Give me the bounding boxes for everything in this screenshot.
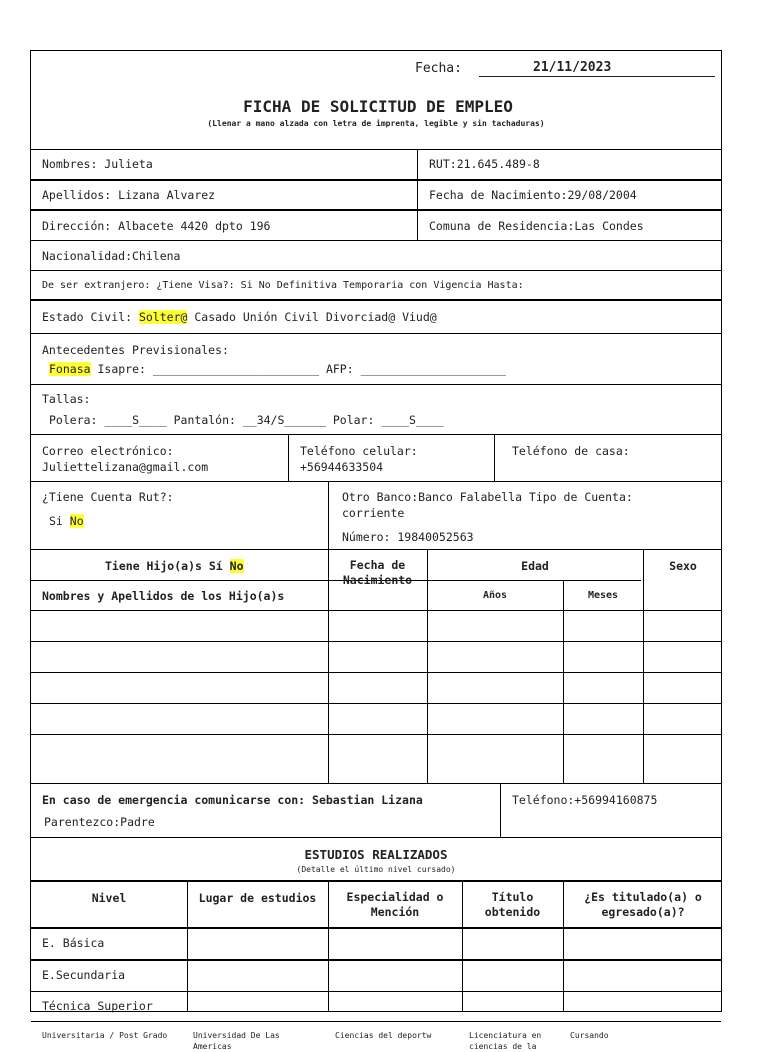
fecha-nacimiento-field[interactable]: Fecha de Nacimiento:29/08/2004	[429, 188, 637, 202]
otro-banco-cell	[328, 482, 721, 549]
rut-field[interactable]: RUT:21.645.489-8	[429, 157, 540, 171]
nivel-universitaria: Universitaria / Post Grado	[42, 1031, 168, 1040]
estudios-row-line-2	[31, 991, 721, 992]
cuenta-rut-si[interactable]: Si	[49, 514, 63, 528]
row-estado-civil	[31, 299, 721, 333]
estudios-table	[31, 880, 721, 1051]
edad-header: Edad	[521, 559, 549, 573]
otro-banco-line1[interactable]: Otro Banco:Banco Falabella Tipo de Cuenta:	[342, 490, 633, 504]
hijos-header-bottom	[31, 610, 721, 611]
estudios-header-lugar: Lugar de estudios	[198, 891, 317, 905]
emergencia-telefono[interactable]: Teléfono:+56994160875	[512, 793, 658, 807]
emergencia-telefono-cell	[500, 784, 721, 837]
comuna-field[interactable]: Comuna de Residencia:Las Condes	[429, 219, 644, 233]
estudios-header-bottom	[31, 927, 721, 929]
numero-cuenta[interactable]: Número: 19840052563	[342, 530, 474, 544]
estudios-row-line-3	[31, 1021, 721, 1022]
row-nacionalidad	[31, 240, 721, 270]
estudios-header-nivel: Nivel	[91, 891, 127, 905]
parentezco-field[interactable]: Parentezco:Padre	[44, 815, 155, 829]
celular-label: Teléfono celular:	[300, 444, 418, 458]
extranjero-field[interactable]: De ser extranjero: ¿Tiene Visa?: Si No Definitiva Temporaria con Vigencia Hasta:	[42, 280, 524, 291]
tallas-label: Tallas:	[42, 392, 91, 406]
row-previsional	[31, 333, 721, 384]
sexo-header: Sexo	[669, 559, 697, 573]
hijos-row-line-1	[31, 641, 721, 642]
row-emergencia	[31, 783, 721, 837]
estudios-title-row	[31, 837, 721, 880]
especialidad-universitaria[interactable]: Ciencias del deportw	[335, 1031, 432, 1040]
row-direccion	[31, 209, 721, 240]
nivel-basica: E. Básica	[42, 936, 105, 950]
tiene-hijos-no[interactable]: No	[229, 559, 244, 573]
fonasa-selected[interactable]: Fonasa	[49, 362, 91, 376]
cuenta-rut-options	[49, 513, 84, 529]
fecha-value: 21/11/2023	[533, 60, 612, 75]
correo-label: Correo electrónico:	[42, 444, 174, 458]
meses-header: Meses	[587, 590, 619, 601]
row-contacto	[31, 434, 721, 481]
casa-cell	[494, 435, 721, 481]
estudios-header-titulado: ¿Es titulado(a) o egresado(a)?	[584, 890, 702, 919]
nivel-tecnica: Técnica Superior	[42, 999, 153, 1013]
previsional-line	[49, 361, 506, 377]
application-form	[30, 50, 722, 1051]
row-nombres	[31, 149, 721, 179]
row-tallas	[31, 384, 721, 434]
fecha-nac-cell	[417, 181, 721, 209]
direccion-field[interactable]: Dirección: Albacete 4420 dpto 196	[42, 219, 271, 233]
cuenta-rut-no[interactable]: No	[69, 514, 84, 528]
estado-civil-options[interactable]: Casado Unión Civil Divorciad@ Viud@	[194, 310, 437, 324]
tiene-hijos-line	[105, 558, 244, 574]
hijos-row-line-2	[31, 672, 721, 673]
estudios-header-especialidad: Especialidad o Mención	[346, 890, 444, 919]
hijos-col-divider-4	[643, 550, 644, 783]
previsional-label: Antecedentes Previsionales:	[42, 343, 229, 357]
lugar-universitaria[interactable]: Universidad De Las Americas	[193, 1031, 280, 1051]
fecha-nac-hijos-header: Fecha de Nacimiento	[342, 558, 413, 587]
casa-label[interactable]: Teléfono de casa:	[512, 444, 630, 458]
otro-banco-line2[interactable]: corriente	[342, 506, 405, 520]
titulo-universitaria[interactable]: Licenciatura en ciencias de la	[469, 1031, 542, 1051]
nivel-secundaria: E.Secundaria	[42, 968, 126, 982]
hijos-col-divider-2	[427, 550, 428, 783]
row-extranjero	[31, 270, 721, 299]
fecha-label: Fecha:	[415, 61, 462, 76]
cuenta-rut-label: ¿Tiene Cuenta Rut?:	[42, 490, 174, 504]
emergencia-contacto[interactable]: En caso de emergencia comunicarse con: Sebastian Lizana	[42, 793, 423, 807]
estudios-header-titulo: Título obtenido	[484, 890, 541, 919]
tallas-values[interactable]: Polera: ____S____ Pantalón: __34/S______ Polar: ____S____	[49, 413, 444, 427]
fecha-field[interactable]	[479, 60, 715, 77]
hijos-row-line-3	[31, 703, 721, 704]
form-title: FICHA DE SOLICITUD DE EMPLEO	[243, 97, 513, 116]
estudios-subtitle: (Detalle el último nivel cursado)	[296, 865, 456, 874]
nacionalidad-field[interactable]: Nacionalidad:Chilena	[42, 249, 181, 263]
apellidos-field[interactable]: Apellidos: Lizana Alvarez	[42, 188, 216, 202]
hijos-row-line-4	[31, 734, 721, 735]
estudios-title: ESTUDIOS REALIZADOS	[304, 847, 448, 862]
row-apellidos	[31, 179, 721, 209]
form-header	[31, 51, 721, 149]
hijos-table	[31, 549, 721, 783]
estado-civil-label: Estado Civil:	[42, 310, 133, 324]
row-banco	[31, 481, 721, 549]
comuna-cell	[417, 211, 721, 240]
correo-value[interactable]: Juliettelizana@gmail.com	[42, 460, 209, 474]
titulado-universitaria[interactable]: Cursando	[570, 1031, 609, 1040]
estado-civil-line	[42, 309, 437, 325]
anos-header: Años	[482, 590, 508, 601]
isapre-afp-fields[interactable]: Isapre: ________________________ AFP: _____________________	[97, 362, 506, 376]
nombres-field[interactable]: Nombres: Julieta	[42, 157, 153, 171]
rut-cell	[417, 150, 721, 179]
estudios-row-line-1	[31, 959, 721, 961]
tiene-hijos-label: Tiene Hijo(a)s Sí	[105, 559, 223, 573]
estado-civil-selected[interactable]: Solter@	[138, 310, 188, 324]
form-subtitle: (Llenar a mano alzada con letra de imprenta, legible y sin tachaduras)	[207, 119, 545, 128]
nombres-hijos-header: Nombres y Apellidos de los Hijo(a)s	[42, 589, 285, 603]
celular-value[interactable]: +56944633504	[300, 460, 384, 474]
celular-cell	[288, 435, 494, 481]
